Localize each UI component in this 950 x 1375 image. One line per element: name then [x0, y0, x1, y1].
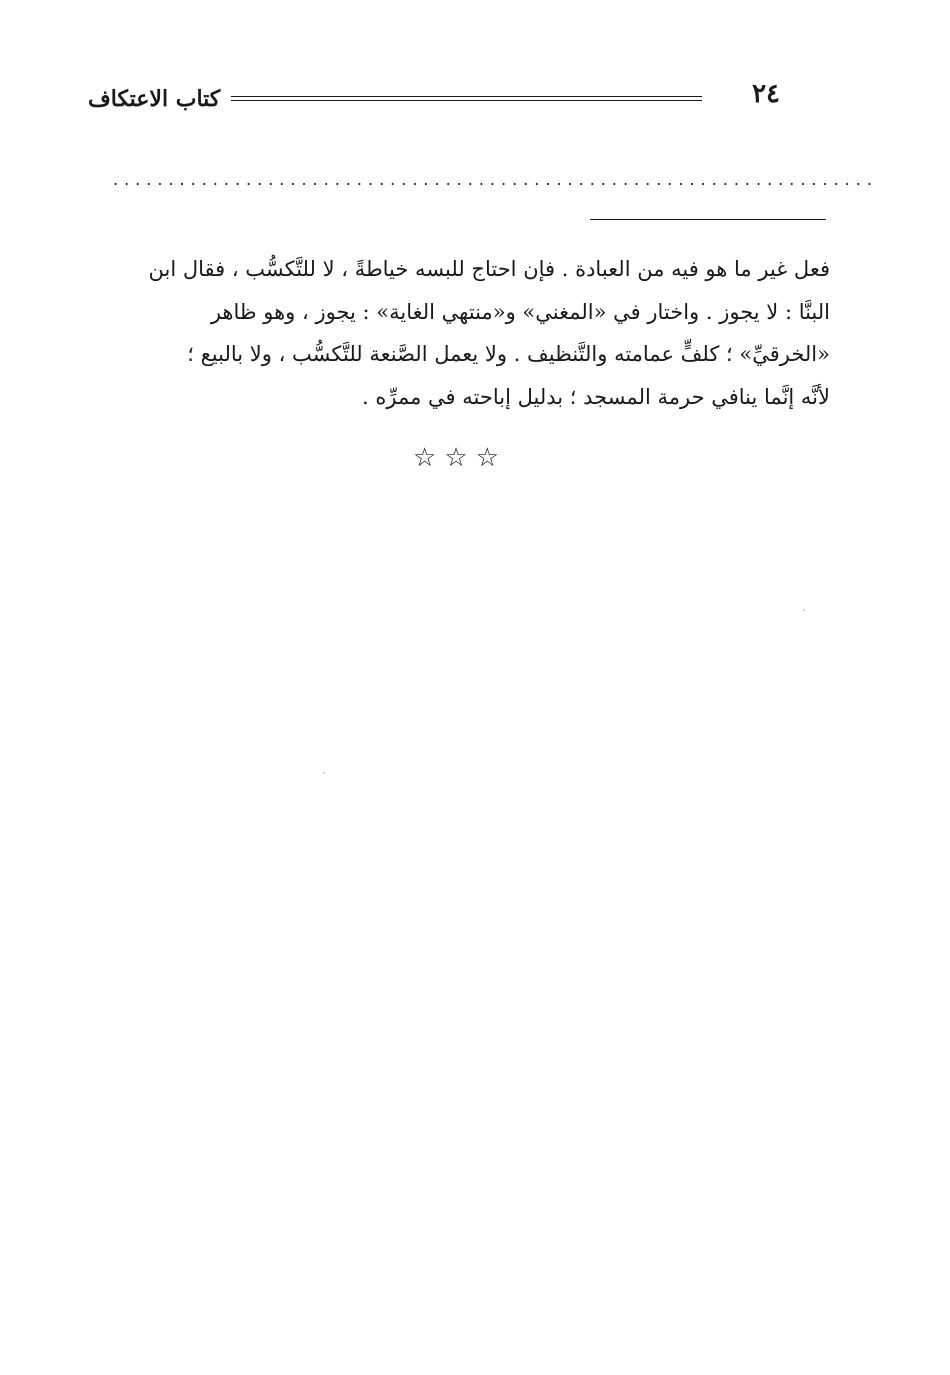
star-ornament: ☆☆☆ [413, 443, 507, 473]
page-number: ٢٤ [752, 79, 780, 109]
scan-speck [323, 772, 325, 774]
running-header [88, 78, 780, 118]
footnote-rule [590, 219, 826, 220]
book-title: كتاب الاعتكاف [88, 86, 221, 112]
header-rule [231, 96, 702, 101]
body-line: البنَّا : لا يجوز . واختار في «المغني» و«منتهي الغاية» : يجوز ، وهو ظاهر [210, 299, 830, 324]
body-line: لأنَّه إنَّما ينافي حرمة المسجد ؛ بدليل إباحته في ممرِّه . [362, 384, 830, 409]
body-line: «الخرقيِّ» ؛ كلفٍّ عمامته والتَّنظيف . ولا يعمل الصَّنعة للتَّكسُّب ، ولا بالبيع ؛ [187, 342, 830, 366]
scan-speck [803, 609, 805, 611]
body-line: فعل غير ما هو فيه من العبادة . فإن احتاج للبسه خياطةً ، لا للتَّكسُّب ، فقال ابن [148, 257, 830, 281]
body-paragraph [86, 248, 830, 418]
dotted-separator: ..................................................................... [113, 170, 878, 189]
